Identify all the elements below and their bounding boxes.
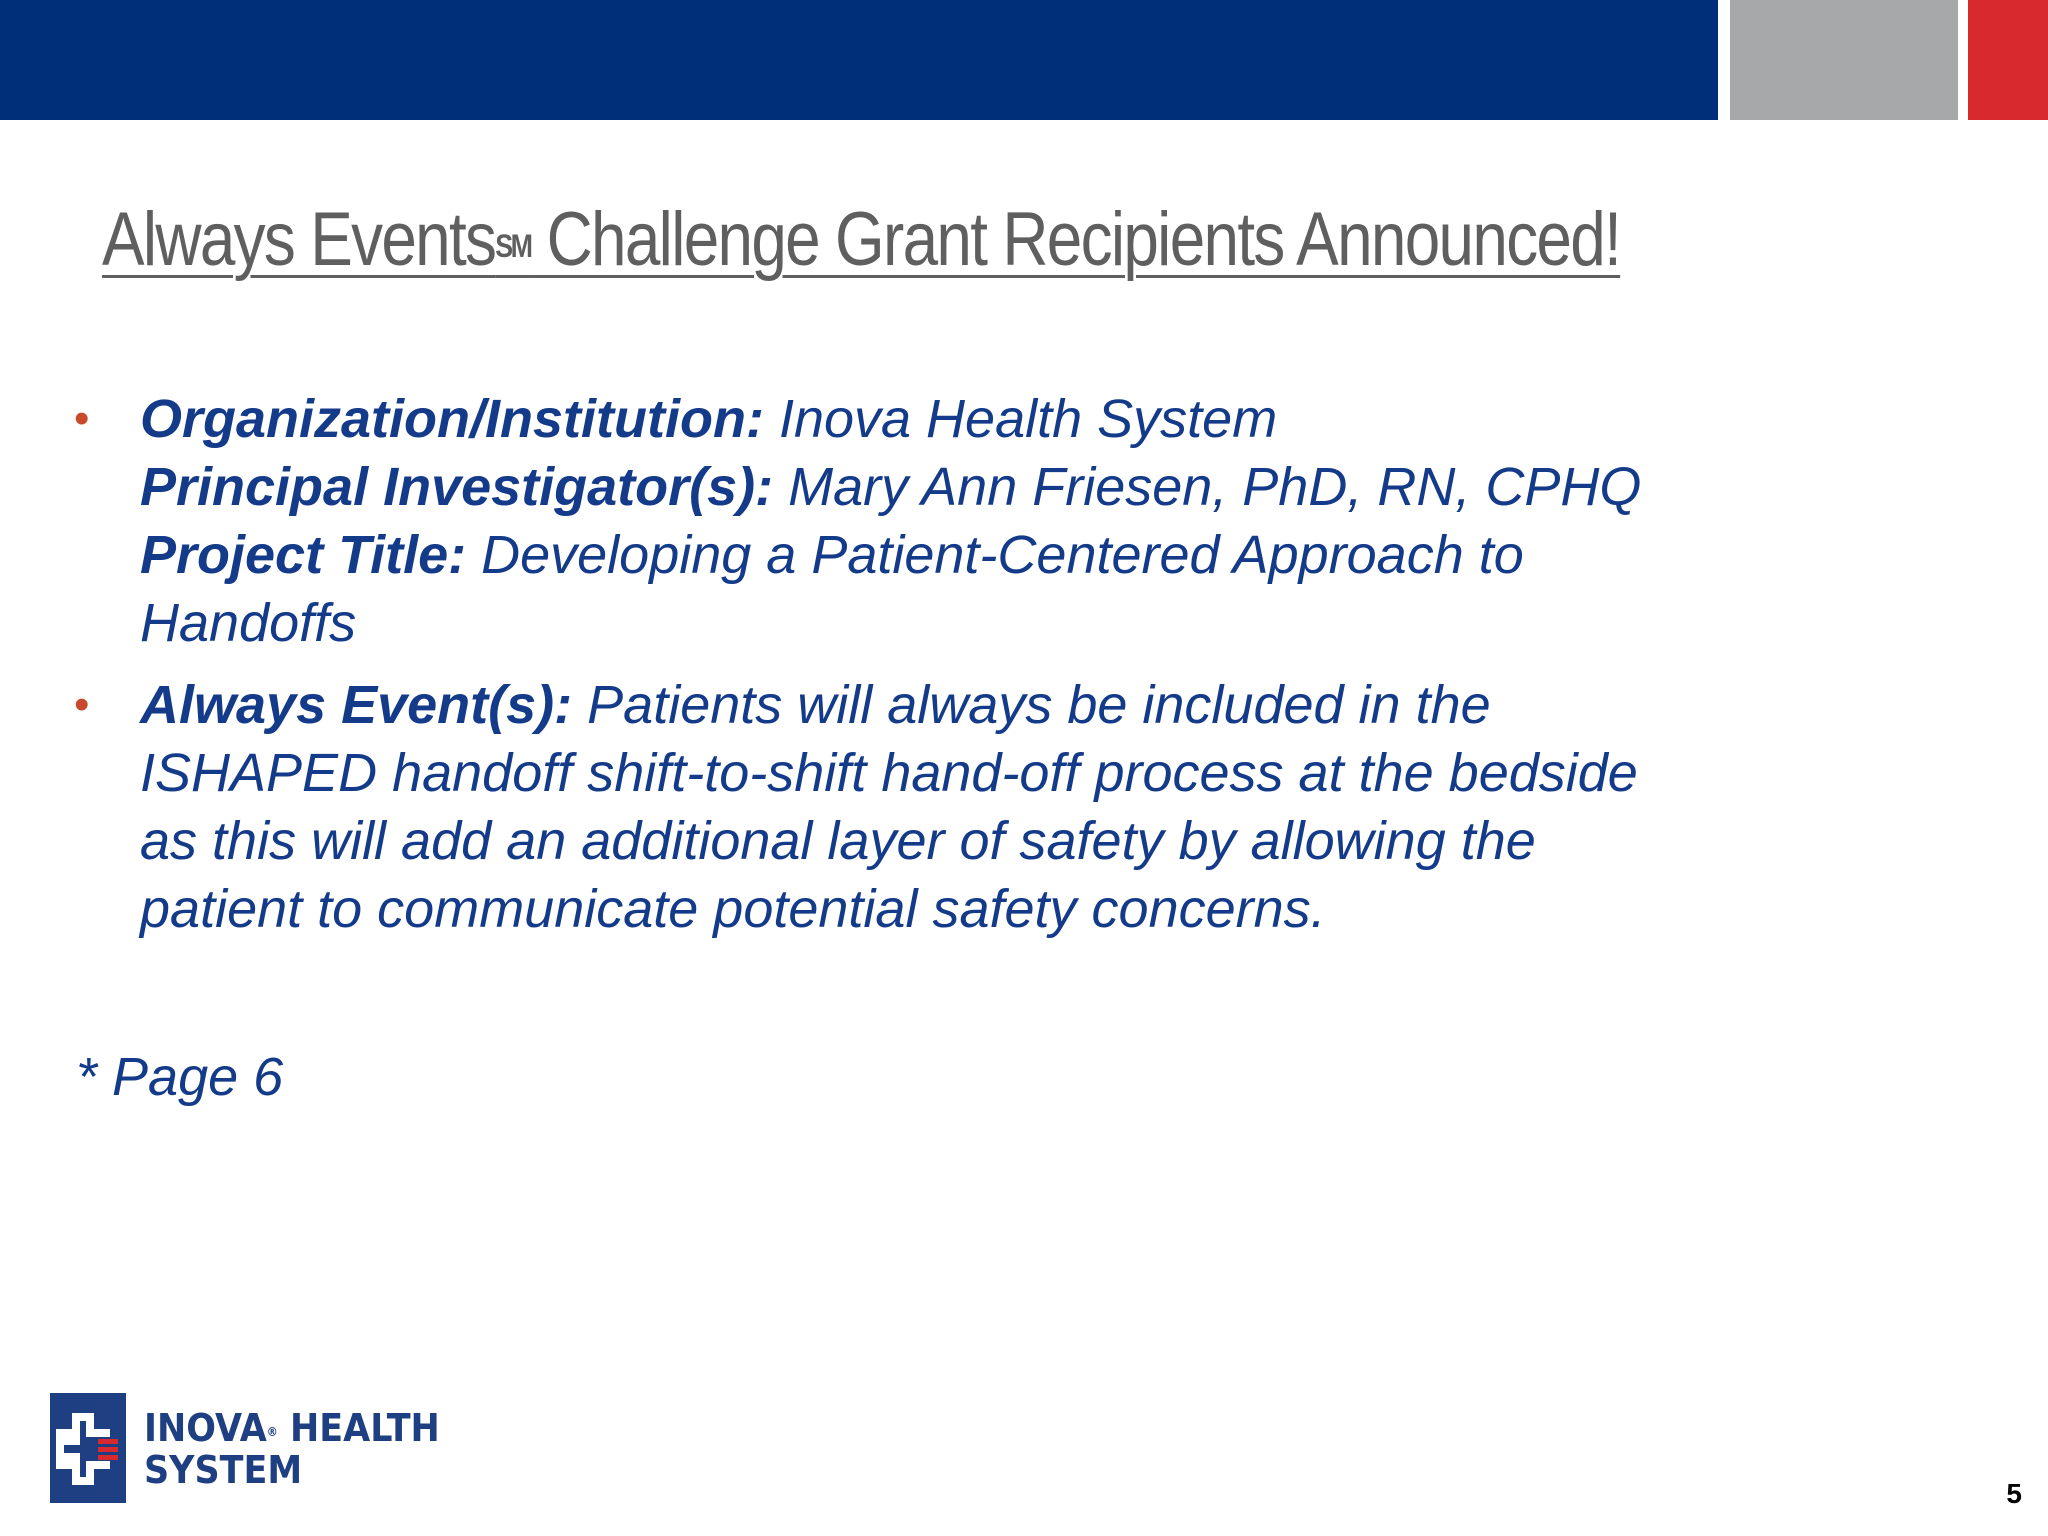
bullet-line [140,671,1740,739]
bullet-item-project [74,385,1740,657]
field-label-investigator: Principal Investigator(s): [140,457,774,517]
field-value-always-events-cont: as this will add an additional layer of safety by allowing the [140,811,1536,871]
bullet-line [140,453,1740,521]
field-value-project-title: Developing a Patient-Centered Approach to [466,525,1524,585]
field-value-always-events: Patients will always be included in the [572,675,1491,735]
title-rest: Challenge Grant Recipients Announced! [530,197,1621,282]
inova-cross-logo-icon [50,1393,126,1503]
bullet-line [140,521,1740,589]
bullet-dot-icon: • [74,680,90,729]
slide-title [102,190,1620,290]
top-bar-blue-segment [0,0,1718,120]
field-label-always-events: Always Event(s): [140,675,573,735]
field-label-organization: Organization/Institution: [140,389,764,449]
bullet-line [140,875,1740,943]
bullet-line [140,807,1740,875]
bullet-dot-icon: • [74,394,90,443]
top-bar-gray-segment [1730,0,1958,120]
logo-wordmark [144,1407,440,1491]
service-mark: SM [495,228,531,264]
top-color-bar [0,0,2048,120]
bullet-line [140,385,1740,453]
title-main: Always Events [102,197,496,282]
logo-line-2: SYSTEM [144,1448,303,1492]
page-reference-note: * Page 6 [76,1047,284,1107]
field-value-always-events-cont: patient to communicate potential safety concerns. [140,879,1326,939]
inova-logo [50,1393,470,1503]
logo-line-1: INOVA® HEALTH [144,1406,440,1450]
field-label-project-title: Project Title: [140,525,467,585]
bullet-line [140,589,1740,657]
bullet-item-always-events [74,671,1740,943]
field-value-investigator: Mary Ann Friesen, PhD, RN, CPHQ [773,457,1642,517]
bullet-list [74,385,1740,957]
slide-number: 5 [2006,1478,2022,1509]
field-value-organization: Inova Health System [763,389,1278,449]
field-value-always-events-cont: ISHAPED handoff shift-to-shift hand-off process at the bedside [140,743,1638,803]
bullet-line [140,739,1740,807]
field-value-project-title-cont: Handoffs [140,593,357,653]
top-bar-red-segment [1968,0,2048,120]
